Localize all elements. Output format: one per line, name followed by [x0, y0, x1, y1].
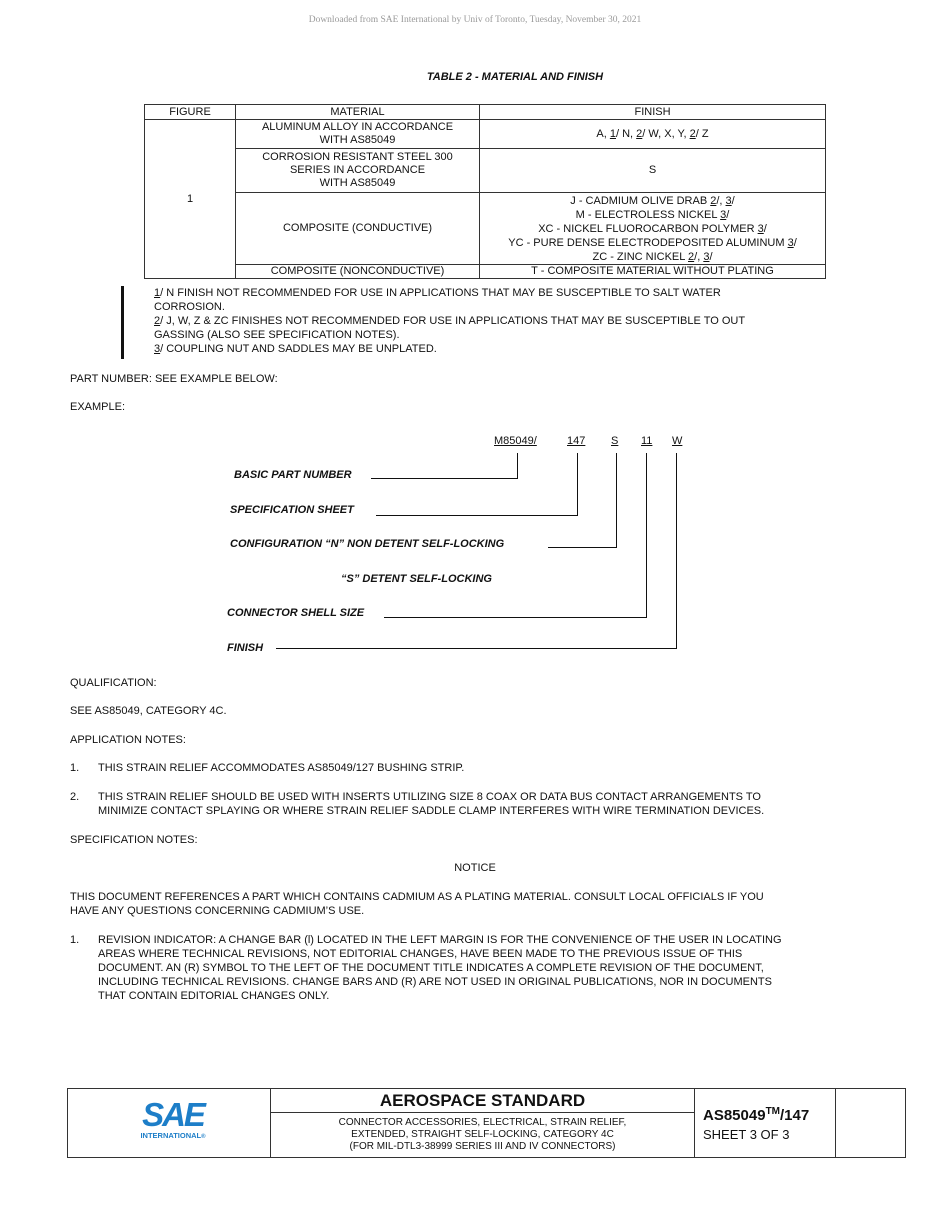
table-header-row [145, 105, 826, 120]
label-config-s: “S” DETENT SELF-LOCKING [341, 573, 492, 585]
specification-notes-heading: SPECIFICATION NOTES: [70, 834, 198, 846]
specification-note-1: 1. REVISION INDICATOR: A CHANGE BAR (l) LOCATED IN THE LEFT MARGIN IS FOR THE CONVENIENCE OF THE USER IN LOCATING AREAS WHERE TECHNICAL REVISIONS, NOT EDITORIAL CHANGES, HAVE BEEN MADE TO THE PREVIOUS ISSUE OF THIS DOCUMENT. AN (R) SYMBOL TO THE LEFT OF THE DOCUMENT TITLE INDICATES A COMPLETE REVISION OF THE DOCUMENT, INCLUDING TECHNICAL REVISIONS. CHANGE BARS AND (R) ARE NOT USED IN ORIGINAL PUBLICATIONS, NOR IN DOCUMENTS THAT CONTAIN EDITORIAL CHANGES ONLY. [70, 934, 782, 1002]
material-cell: ALUMINUM ALLOY IN ACCORDANCE WITH AS85049 [236, 120, 480, 149]
label-configuration: CONFIGURATION “N” NON DETENT SELF-LOCKING [230, 538, 505, 550]
table-row [145, 193, 826, 265]
leader-line [577, 453, 578, 516]
label-finish: FINISH [227, 642, 264, 654]
label-connector-shell-size: CONNECTOR SHELL SIZE [227, 607, 365, 619]
header-finish: FINISH [480, 105, 826, 120]
sae-logo: SAE INTERNATIONAL® [140, 1096, 206, 1140]
table-row [145, 149, 826, 193]
material-finish-table [144, 104, 826, 279]
segment-config: S [611, 435, 619, 447]
application-note-1: 1. THIS STRAIN RELIEF ACCOMMODATES AS85049/127 BUSHING STRIP. [70, 762, 465, 774]
finish-cell: S [480, 149, 826, 193]
leader-line [376, 515, 578, 516]
material-cell: CORROSION RESISTANT STEEL 300 SERIES IN ACCORDANCE WITH AS85049 [236, 149, 480, 193]
table-notes: 1/ N FINISH NOT RECOMMENDED FOR USE IN APPLICATIONS THAT MAY BE SUSCEPTIBLE TO SALT WATER CORROSION. 2/ J, W, Z & ZC FINISHES NOT RECOMMENDED FOR USE IN APPLICATIONS THAT MAY BE SUSCEPTIBLE TO OUT GASSING (ALSO SEE SPECIFICATION NOTES). 3/ COUPLING NUT AND SADDLES MAY BE UNPLATED. [154, 286, 844, 356]
finish-cell: J - CADMIUM OLIVE DRAB 2/, 3/ M - ELECTROLESS NICKEL 3/ XC - NICKEL FLUOROCARBON POLYMER 3/ YC - PURE DENSE ELECTRODEPOSITED ALUMINUM 3/ ZC - ZINC NICKEL 2/, 3/ [480, 193, 826, 265]
leader-line [676, 453, 677, 649]
notice-title: NOTICE [454, 862, 496, 874]
document-description: CONNECTOR ACCESSORIES, ELECTRICAL, STRAIN RELIEF, EXTENDED, STRAIGHT SELF-LOCKING, CATEGORY 4C (FOR MIL-DTL3-38999 SERIES III AND IV CONNECTORS) [338, 1117, 627, 1152]
figure-cell: 1 [145, 120, 236, 279]
header-material: MATERIAL [236, 105, 480, 120]
qualification-text: SEE AS85049, CATEGORY 4C. [70, 705, 227, 717]
finish-cell: A, 1/ N, 2/ W, X, Y, 2/ Z [480, 120, 826, 149]
leader-line [384, 617, 647, 618]
application-notes-heading: APPLICATION NOTES: [70, 734, 186, 746]
standard-title: AEROSPACE STANDARD [271, 1089, 694, 1113]
header-figure: FIGURE [145, 105, 236, 120]
leader-line [371, 478, 518, 479]
document-number: AS85049™/147 [703, 1106, 810, 1124]
table-title: TABLE 2 - MATERIAL AND FINISH [426, 71, 604, 83]
download-notice: Downloaded from SAE International by Univ of Toronto, Tuesday, November 30, 2021 [308, 15, 642, 25]
leader-line [616, 453, 617, 548]
leader-line [646, 453, 647, 618]
segment-finish: W [672, 435, 683, 447]
table-row [145, 120, 826, 149]
material-cell: COMPOSITE (NONCONDUCTIVE) [236, 265, 480, 279]
table-note-1: 1/ N FINISH NOT RECOMMENDED FOR USE IN APPLICATIONS THAT MAY BE SUSCEPTIBLE TO SALT WATER [154, 287, 721, 299]
leader-line [276, 648, 677, 649]
qualification-heading: QUALIFICATION: [70, 677, 157, 689]
title-cell [271, 1089, 695, 1157]
table-row [145, 265, 826, 279]
segment-spec: 147 [567, 435, 586, 447]
label-specification-sheet: SPECIFICATION SHEET [230, 504, 354, 516]
part-number-line: PART NUMBER: SEE EXAMPLE BELOW: [70, 373, 278, 385]
segment-basic: M85049/ [494, 435, 537, 447]
title-block [67, 1088, 906, 1158]
table-note-2: 2/ J, W, Z & ZC FINISHES NOT RECOMMENDED FOR USE IN APPLICATIONS THAT MAY BE SUSCEPTIBLE TO OUT [154, 315, 746, 327]
material-cell: COMPOSITE (CONDUCTIVE) [236, 193, 480, 265]
sheet-number: SHEET 3 OF 3 [703, 1127, 790, 1142]
doc-number-cell [695, 1089, 836, 1157]
application-note-2: 2. THIS STRAIN RELIEF SHOULD BE USED WITH INSERTS UTILIZING SIZE 8 COAX OR DATA BUS CONTACT ARRANGEMENTS TO MINIMIZE CONTACT SPLAYING OR WHERE STRAIN RELIEF SADDLE CLAMP INTERFERES WITH WIRE TERMINATION DEVICES. [70, 791, 765, 817]
example-label: EXAMPLE: [70, 401, 126, 413]
logo-cell [68, 1089, 271, 1157]
change-bar [121, 286, 124, 359]
leader-line [517, 453, 518, 479]
label-basic-part-number: BASIC PART NUMBER [234, 469, 352, 481]
segment-shell: 11 [641, 435, 653, 447]
notice-text: THIS DOCUMENT REFERENCES A PART WHICH CONTAINS CADMIUM AS A PLATING MATERIAL. CONSULT LOCAL OFFICIALS IF YOU HAVE ANY QUESTIONS CONCERNING CADMIUM’S USE. [70, 891, 764, 917]
blank-cell [836, 1089, 905, 1157]
table-note-3: 3/ COUPLING NUT AND SADDLES MAY BE UNPLATED. [154, 343, 437, 355]
finish-cell: T - COMPOSITE MATERIAL WITHOUT PLATING [480, 265, 826, 279]
leader-line [548, 547, 617, 548]
